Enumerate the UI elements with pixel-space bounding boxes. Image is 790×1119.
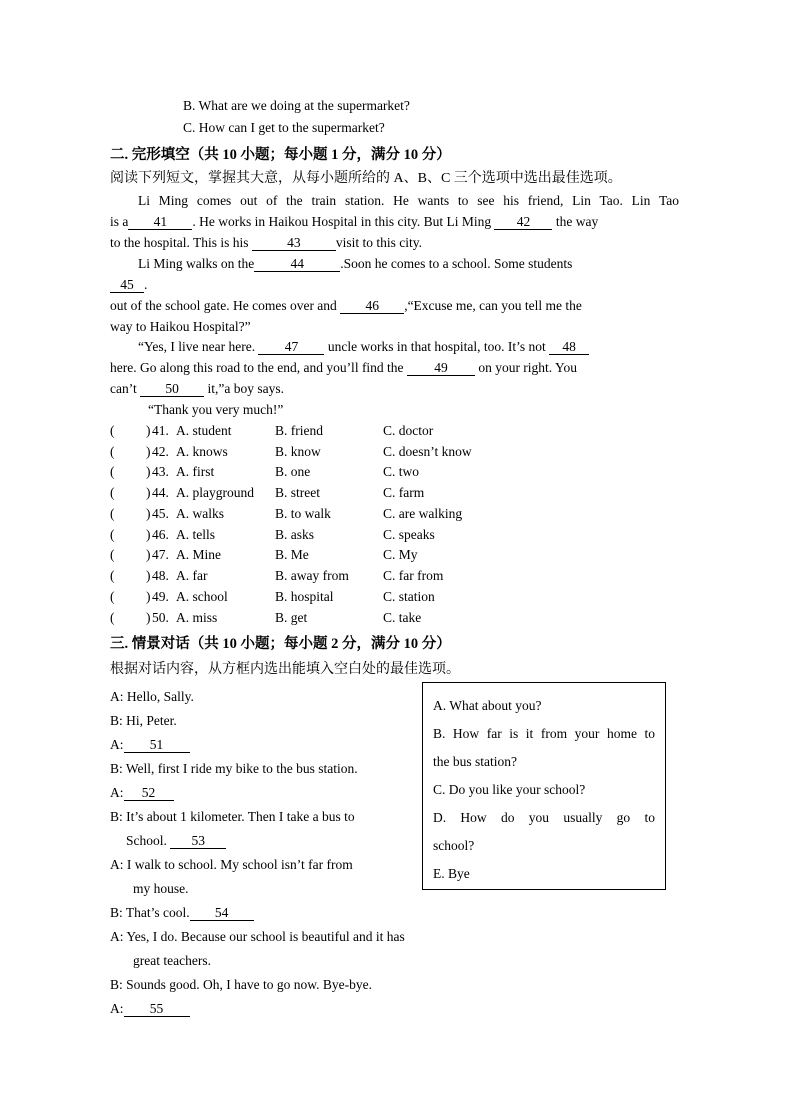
option-c[interactable]: C. My (383, 547, 418, 562)
option-c[interactable]: C. doesn’t know (383, 444, 472, 459)
option-c[interactable]: C. speaks (383, 527, 435, 542)
option-item[interactable]: D. How do you usually go to (433, 810, 655, 825)
option-a[interactable]: A. school (176, 589, 228, 604)
blank-47[interactable]: 47 (258, 340, 324, 355)
passage-line: Li Ming walks on the 44 .Soon he comes to a school. Some students (138, 256, 573, 271)
passage-line: can’t 50 it,”a boy says. (110, 381, 284, 396)
option-b[interactable]: B. to walk (275, 506, 331, 521)
option-item[interactable]: E. Bye (433, 866, 470, 881)
section2-instruction: 阅读下列短文，掌握其大意，从每小题所给的 A、B、C 三个选项中选出最佳选项。 (110, 171, 622, 186)
dialog-line: B: Sounds good. Oh, I have to go now. Bye-bye. (110, 977, 372, 992)
option-a[interactable]: A. miss (176, 610, 218, 625)
dialog-line: B: That’s cool. 54 (110, 904, 254, 922)
passage-line: is a 41 . He works in Haikou Hospital in this city. But Li Ming 42 the way (110, 214, 599, 229)
section3-instruction: 根据对话内容，从方框内选出能填入空白处的最佳选项。 (110, 662, 460, 677)
blank-52[interactable]: 52 (124, 786, 174, 801)
dialog-line: my house. (133, 881, 189, 896)
option-a[interactable]: A. tells (176, 527, 215, 542)
blank-51[interactable]: 51 (124, 738, 190, 753)
option-a[interactable]: A. walks (176, 506, 224, 521)
option-c[interactable]: C. doctor (383, 423, 434, 438)
section2-heading: 二. 完形填空（共 10 小题；每小题 1 分，满分 10 分） (110, 147, 451, 163)
option-b[interactable]: B. one (275, 464, 311, 479)
option-a[interactable]: A. far (176, 568, 208, 583)
option-a[interactable]: A. knows (176, 444, 228, 459)
option-item-cont: the bus station? (433, 754, 517, 769)
blank-42[interactable]: 42 (494, 215, 552, 230)
option-b[interactable]: B. asks (275, 527, 315, 542)
passage-line: Li Ming comes out of the train station. He wants to see his friend, Lin Tao. Lin Tao (138, 193, 679, 208)
option-c[interactable]: C. two (383, 464, 420, 479)
dialog-line: B: Hi, Peter. (110, 713, 177, 728)
exam-page: B. What are we doing at the supermarket? C. How can I get to the supermarket? 二. 完形填空（共 10 小题；每小题 1 分，满分 10 分） 阅读下列短文，掌握其大意，从每小题所给的 A、B、C 三个选项中选出最佳选项。 Li Ming comes out of the train station. He wants to see his friend, Lin Tao. Lin Tao is a 41 . He works in Haikou Hospital in this city. But Li Ming 42 the way to the hospital. This is his 43 visit to this city. Li Ming walks on the 44 .Soon he comes to a school. Some students 45 . out of the school gate. He comes over and 46 ,“Excuse me, can you tell me the way to Haikou Hospital?” “Yes, I live near here. 47 uncle works in that hospital, too. It’s not 48 here. Go along this road to the end, and you’ll find the 49 on your right. You can’t 50 it,”a boy says. “Thank you very much!” ( ) 41. A. student B. friend C. doctor ( ) 42. A. knows B. know C. doesn’t know ( ) 43. A. first B. one C. two ( ) 44. A. playground B. street C. farm ( ) 45. A. walks B. to walk C. are walking ( ) 46. A. tells B. asks C. speaks ( ) 47. A. Mine B. Me C. My ( ) 48. A. far B. away from C. far from ( ) 49. A. school B. hospital C. station ( ) 50. A. miss B. get C. take 三. 情景对话（共 10 小题；每小题 2 分，满分 10 分） 根据对话内容，从方框内选出能填入空白处的最佳选项。 A: Hello, Sally. B: Hi, Peter. A: 51 B: Well, first I ride my bike to the bus station. A: 52 B: It’s about 1 kilometer. Then I take a bus to School. 53 A: I walk to school. My school isn’t far from my house. B: That’s cool. 54 A: Yes, I do. Because our school is beautiful and it has great teachers. B: Sounds good. Oh, I have to go now. Bye-bye. A: 55 A. What about you? B. How far is it from your home to the bus station? C. Do you like your school? D. How do you usually go to school? E. Bye (110, 98, 679, 1016)
option-b[interactable]: B. Me (275, 547, 309, 562)
dialog-line: A: I walk to school. My school isn’t far from (110, 857, 353, 872)
section3-heading: 三. 情景对话（共 10 小题；每小题 2 分，满分 10 分） (110, 636, 451, 652)
dialog-line: A: 52 (110, 784, 174, 802)
option-b[interactable]: B. get (275, 610, 308, 625)
blank-45[interactable]: 45 (110, 278, 144, 293)
passage-line: to the hospital. This is his 43 visit to this city. (110, 235, 423, 250)
blank-46[interactable]: 46 (340, 299, 404, 314)
q40-option-b: B. What are we doing at the supermarket? (183, 98, 410, 113)
option-a[interactable]: A. Mine (176, 547, 221, 562)
option-a[interactable]: A. student (176, 423, 232, 438)
blank-53[interactable]: 53 (170, 834, 226, 849)
option-item[interactable]: C. Do you like your school? (433, 782, 586, 797)
blank-50[interactable]: 50 (140, 382, 204, 397)
option-c[interactable]: C. take (383, 610, 422, 625)
blank-43[interactable]: 43 (252, 236, 336, 251)
dialog-line: A: Hello, Sally. (110, 689, 194, 704)
dialog-options-box (422, 682, 666, 890)
blank-41[interactable]: 41 (128, 215, 192, 230)
blank-48[interactable]: 48 (549, 340, 589, 355)
option-item[interactable]: B. How far is it from your home to (433, 726, 655, 741)
blank-49[interactable]: 49 (407, 361, 475, 376)
option-a[interactable]: A. playground (176, 485, 254, 500)
passage-line: way to Haikou Hospital?” (110, 319, 251, 334)
option-c[interactable]: C. far from (383, 568, 444, 583)
dialog-line: B: It’s about 1 kilometer. Then I take a bus to (110, 809, 355, 824)
blank-44[interactable]: 44 (254, 257, 340, 272)
passage-line: “Thank you very much!” (148, 402, 284, 417)
blank-54[interactable]: 54 (190, 906, 254, 921)
dialog-line: A: 51 (110, 736, 190, 754)
blank-55[interactable]: 55 (124, 1002, 190, 1017)
option-b[interactable]: B. street (275, 485, 320, 500)
option-c[interactable]: C. station (383, 589, 435, 604)
option-b[interactable]: B. away from (275, 568, 349, 583)
option-b[interactable]: B. hospital (275, 589, 334, 604)
passage-line: out of the school gate. He comes over and 46 ,“Excuse me, can you tell me the (110, 298, 582, 313)
passage-line: “Yes, I live near here. 47 uncle works in that hospital, too. It’s not 48 (138, 338, 589, 356)
option-item-cont: school? (433, 838, 475, 853)
option-item[interactable]: A. What about you? (433, 698, 542, 713)
option-b[interactable]: B. friend (275, 423, 323, 438)
dialog-line: great teachers. (133, 953, 211, 968)
dialog-line: A: 55 (110, 1000, 190, 1018)
dialog-line: A: Yes, I do. Because our school is beautiful and it has (110, 929, 405, 944)
option-b[interactable]: B. know (275, 444, 321, 459)
q40-option-c: C. How can I get to the supermarket? (183, 120, 385, 135)
passage-line: 45 . (110, 276, 147, 294)
dialog-line: School. 53 (126, 832, 226, 850)
passage-line: here. Go along this road to the end, and you’ll find the 49 on your right. You (110, 360, 577, 375)
option-a[interactable]: A. first (176, 464, 215, 479)
option-c[interactable]: C. are walking (383, 506, 463, 521)
option-c[interactable]: C. farm (383, 485, 425, 500)
dialog-line: B: Well, first I ride my bike to the bus station. (110, 761, 358, 776)
